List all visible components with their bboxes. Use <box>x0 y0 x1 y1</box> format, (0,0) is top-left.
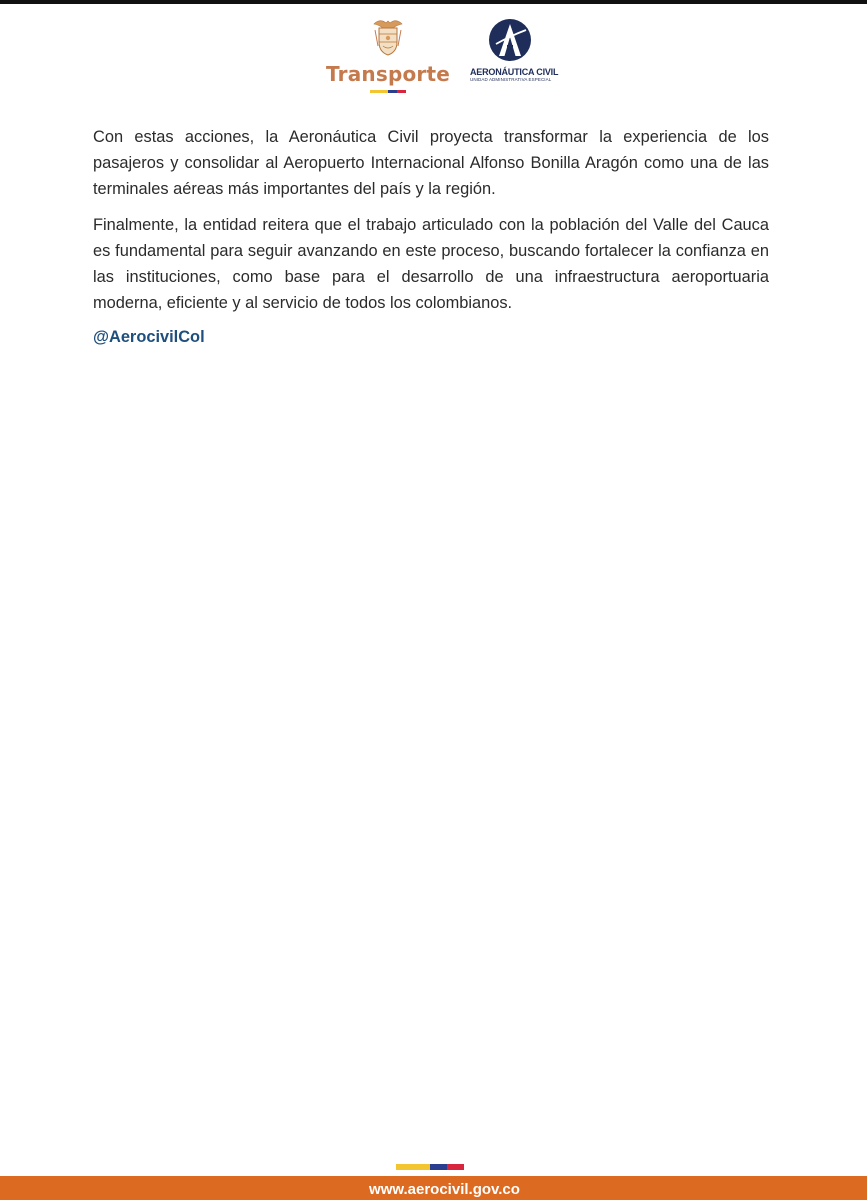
flag-stripe <box>370 90 406 93</box>
aerocivil-logo <box>466 18 562 90</box>
top-border <box>0 0 867 4</box>
document-header <box>0 10 867 100</box>
social-handle-link[interactable]: @AerocivilCol <box>93 328 205 346</box>
agency-subtitle: UNIDAD ADMINISTRATIVA ESPECIAL <box>470 77 552 82</box>
footer-bar <box>0 1176 867 1200</box>
paragraph-2: Finalmente, la entidad reitera que el trabajo articulado con la población del Valle del Cauca es fundamental para seguir avanzando en este proceso, buscando fortalecer la confianza en las instituciones, como base para el desarrollo de una infraestructura aeroportuaria moderna, eficiente y al servicio de todos los colombianos. <box>93 216 769 312</box>
document-body <box>93 124 769 348</box>
colombia-coat-of-arms-icon <box>371 16 405 58</box>
transporte-logo <box>326 16 450 96</box>
agency-name: AERONÁUTICA CIVIL <box>470 67 559 77</box>
footer-flag-stripe <box>396 1164 464 1170</box>
website-url-link[interactable]: www.aerocivil.gov.co <box>369 1181 520 1198</box>
paragraph-1: Con estas acciones, la Aeronáutica Civil proyecta transformar la experiencia de los pasajeros y consolidar al Aeropuerto Internacional Alfonso Bonilla Aragón como una de las terminales aéreas más importantes del país y la región. <box>93 128 769 198</box>
ministry-label: Transporte <box>326 62 450 86</box>
aerocivil-emblem-icon <box>488 18 532 62</box>
